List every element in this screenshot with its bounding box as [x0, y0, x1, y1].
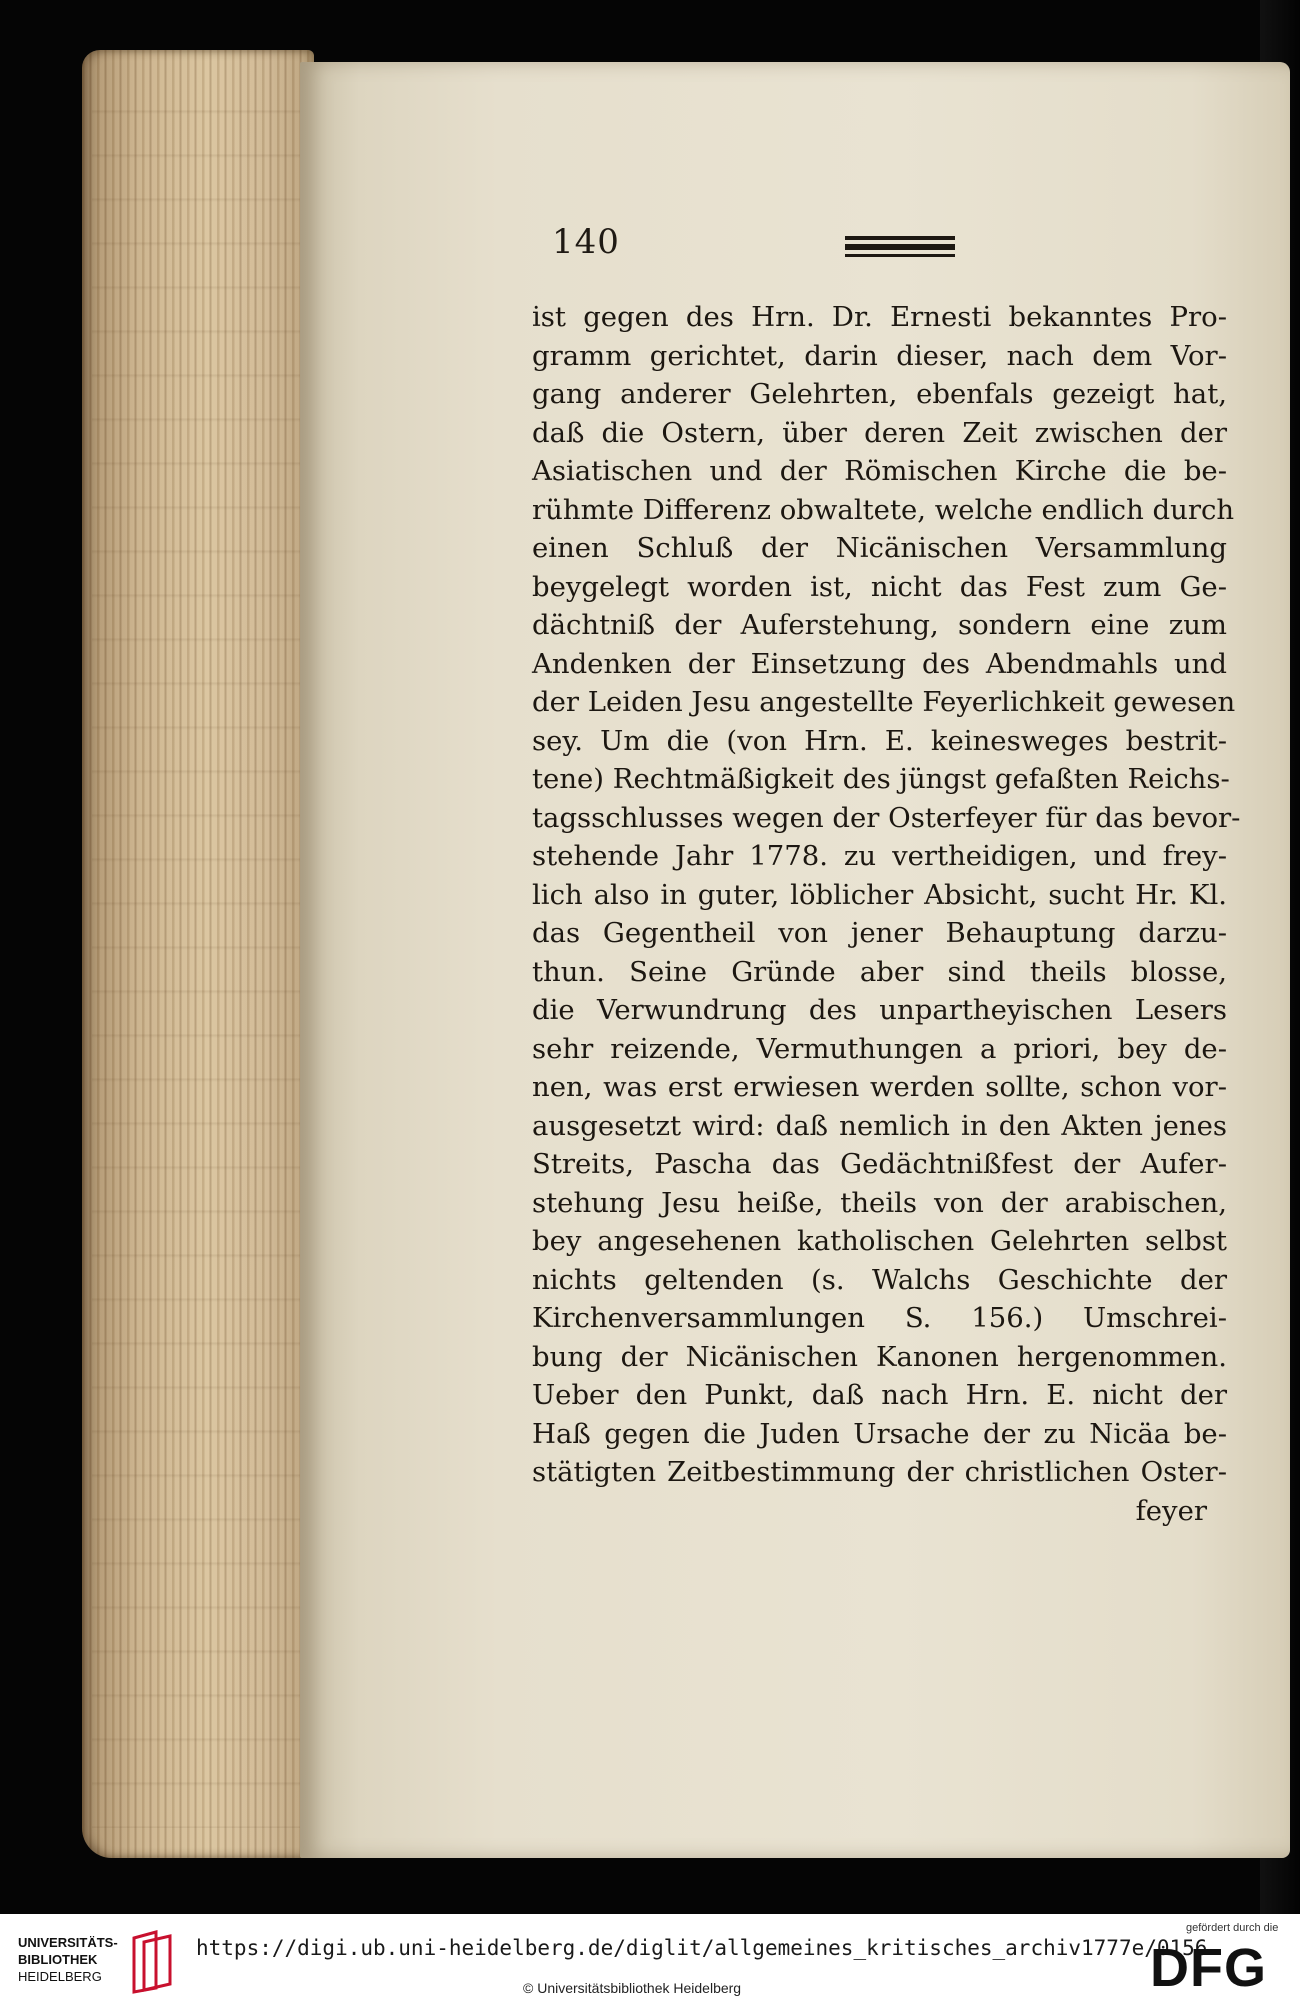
- library-logo-text: [18, 1934, 118, 1985]
- text-line: Ueber den Punkt, daß nach Hrn. E. nicht der: [532, 1379, 1227, 1411]
- text-line: dächtniß der Auferstehung, sondern eine zum: [532, 609, 1227, 641]
- text-line: thun. Seine Gründe aber sind theils blosse,: [532, 955, 1227, 988]
- text-line: stehung Jesu heiße, theils von der arabischen,: [532, 1186, 1227, 1219]
- text-line: gramm gerichtet, darin dieser, nach dem Vor-: [532, 339, 1227, 372]
- library-name-line: UNIVERSITÄTS-: [18, 1935, 118, 1950]
- text-line: bung der Nicänischen Kanonen hergenommen.: [532, 1340, 1227, 1373]
- page-number: 140: [552, 222, 620, 262]
- text-line: Andenken der Einsetzung des Abendmahls und: [532, 647, 1227, 680]
- funded-by-label: gefördert durch die: [1186, 1922, 1279, 1934]
- text-line: der Leiden Jesu angestellte Feyerlichkeit gewesen: [532, 686, 1236, 718]
- library-name-line: BIBLIOTHEK: [18, 1952, 98, 1967]
- copyright-notice: © Universitätsbibliothek Heidelberg: [523, 1980, 742, 1996]
- page-body-text: [532, 298, 1241, 1530]
- text-line: die Verwundrung des unpartheyischen Lesers: [532, 994, 1227, 1026]
- text-line: rühmte Differenz obwaltete, welche endlich durch: [532, 493, 1235, 526]
- text-line: nen, was erst erwiesen werden sollte, schon vor-: [532, 1071, 1227, 1103]
- text-line: feyer: [1135, 1494, 1207, 1527]
- dfg-logo: DFG: [1150, 1938, 1267, 1998]
- text-line: bey angesehenen katholischen Gelehrten selbst: [532, 1225, 1227, 1257]
- text-line: daß die Ostern, über deren Zeit zwischen der: [532, 416, 1227, 449]
- permalink-url[interactable]: https://digi.ub.uni-heidelberg.de/diglit/allgemeines_kritisches_archiv1777e/0156: [196, 1936, 1208, 1960]
- text-line: ausgesetzt wird: daß nemlich in den Akten jenes: [532, 1109, 1227, 1142]
- text-line: Haß gegen die Juden Ursache der zu Nicäa be-: [532, 1417, 1227, 1450]
- text-line: stätigten Zeitbestimmung der christlichen Oster-: [532, 1456, 1227, 1488]
- library-logo-icon: [130, 1928, 174, 1994]
- text-line: das Gegentheil von jener Behauptung darzu-: [532, 917, 1227, 949]
- text-line: einen Schluß der Nicänischen Versammlung: [532, 532, 1227, 564]
- text-line: lich also in guter, löblicher Absicht, sucht Hr. Kl.: [532, 878, 1227, 911]
- text-line: tagsschlusses wegen der Osterfeyer für das bevor-: [532, 801, 1241, 834]
- text-line: nichts geltenden (s. Walchs Geschichte der: [532, 1263, 1227, 1296]
- text-line: sey. Um die (von Hrn. E. keinesweges bestrit-: [532, 724, 1227, 757]
- header-rule: [845, 254, 955, 257]
- library-name-line: HEIDELBERG: [18, 1969, 102, 1984]
- header-rule: [845, 236, 955, 240]
- book-page-edges: [82, 50, 314, 1858]
- text-line: tene) Rechtmäßigkeit des jüngst gefaßten Reichs-: [532, 763, 1230, 795]
- text-line: Streits, Pascha das Gedächtnißfest der Aufer-: [532, 1148, 1227, 1180]
- text-line: ist gegen des Hrn. Dr. Ernesti bekanntes Pro-: [532, 301, 1227, 333]
- text-line: gang anderer Gelehrten, ebenfals gezeigt hat,: [532, 378, 1227, 410]
- viewer-footer: [0, 1914, 1300, 2008]
- text-line: stehende Jahr 1778. zu vertheidigen, und frey-: [532, 840, 1227, 872]
- text-line: beygelegt worden ist, nicht das Fest zum Ge-: [532, 570, 1227, 603]
- header-rule: [845, 244, 955, 250]
- text-line: Asiatischen und der Römischen Kirche die be-: [532, 455, 1227, 487]
- text-line: sehr reizende, Vermuthungen a priori, bey de-: [532, 1032, 1227, 1065]
- text-line: Kirchenversammlungen S. 156.) Umschrei-: [532, 1302, 1227, 1334]
